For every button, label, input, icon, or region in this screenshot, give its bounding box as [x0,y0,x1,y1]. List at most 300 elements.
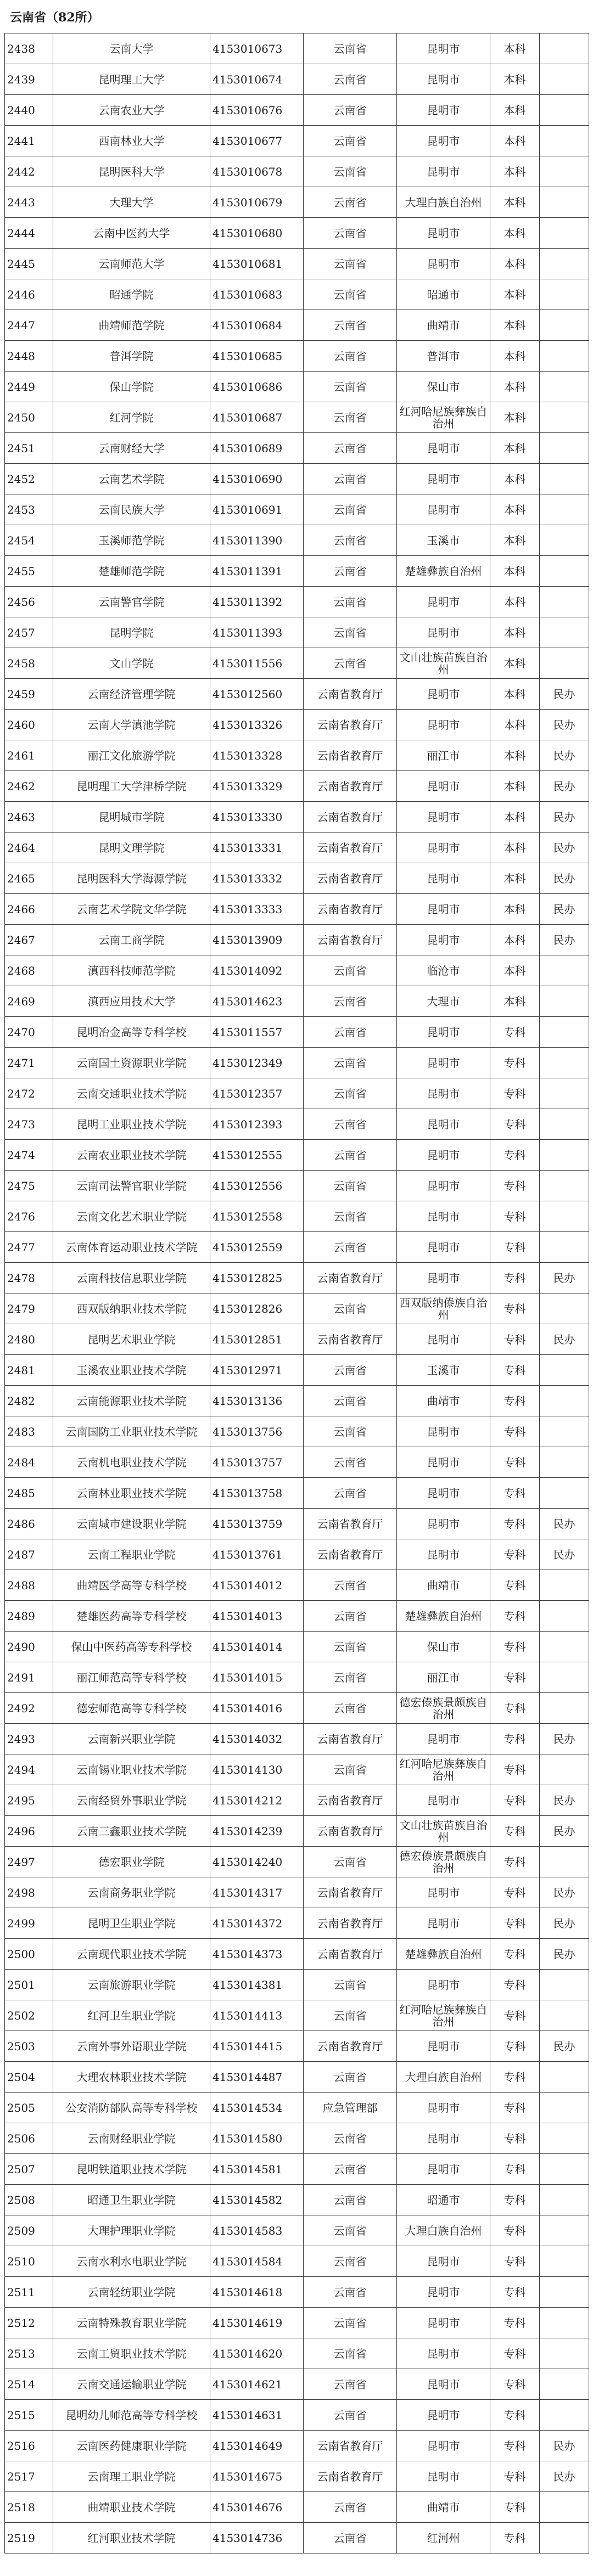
level-cell: 专科 [490,2461,540,2492]
row-number-cell: 2471 [5,1048,53,1078]
location-cell: 楚雄彝族自治州 [397,556,490,587]
authority-cell: 云南省 [304,2154,397,2185]
remark-cell [540,2123,589,2154]
remark-cell [540,2277,589,2308]
university-name-cell: 云南经贸外事职业学院 [53,1785,210,1816]
row-number-cell: 2460 [5,710,53,740]
level-cell: 本科 [490,33,540,64]
institution-code-cell: 4153012357 [210,1078,304,1109]
institution-code-cell: 4153010676 [210,95,304,126]
level-cell: 本科 [490,249,540,279]
location-cell: 昆明市 [397,249,490,279]
table-row [5,1109,589,1140]
institution-code-cell: 4153014373 [210,1939,304,1970]
university-name-cell: 云南国土资源职业学院 [53,1048,210,1078]
location-cell: 昆明市 [397,2093,490,2123]
row-number-cell: 2509 [5,2215,53,2246]
row-number-cell: 2468 [5,955,53,986]
location-cell: 昆明市 [397,1017,490,1048]
university-name-cell: 云南医药健康职业学院 [53,2431,210,2461]
level-cell: 本科 [490,464,540,494]
table-row [5,740,589,771]
level-cell: 本科 [490,955,540,986]
university-name-cell: 云南民族大学 [53,494,210,525]
remark-cell: 民办 [540,2461,589,2492]
table-row [5,2062,589,2093]
location-cell: 昆明市 [397,156,490,187]
table-row [5,2093,589,2123]
remark-cell [540,2000,589,2031]
institution-code-cell: 4153014619 [210,2308,304,2338]
level-cell: 本科 [490,279,540,310]
row-number-cell: 2448 [5,341,53,372]
row-number-cell: 2441 [5,126,53,156]
institution-code-cell: 4153011556 [210,648,304,679]
row-number-cell: 2507 [5,2154,53,2185]
level-cell: 专科 [490,2215,540,2246]
row-number-cell: 2511 [5,2277,53,2308]
institution-code-cell: 4153010689 [210,433,304,464]
location-cell: 昆明市 [397,1140,490,1171]
university-name-cell: 昆明理工大学 [53,64,210,95]
remark-cell [540,1693,589,1724]
university-name-cell: 昭通学院 [53,279,210,310]
institution-code-cell: 4153014736 [210,2523,304,2553]
remark-cell [540,1293,589,1324]
remark-cell [540,1662,589,1693]
authority-cell: 云南省 [304,1355,397,1386]
remark-cell [540,2369,589,2400]
authority-cell: 云南省教育厅 [304,894,397,925]
institution-code-cell: 4153014372 [210,1908,304,1939]
authority-cell: 云南省 [304,1201,397,1232]
row-number-cell: 2486 [5,1509,53,1539]
remark-cell [540,1355,589,1386]
level-cell: 专科 [490,2492,540,2523]
table-row [5,833,589,863]
table-row [5,771,589,802]
table-row [5,341,589,372]
authority-cell: 云南省教育厅 [304,1785,397,1816]
institution-code-cell: 4153010685 [210,341,304,372]
table-row [5,402,589,433]
table-row [5,587,589,617]
level-cell: 专科 [490,2338,540,2369]
level-cell: 专科 [490,1939,540,1970]
authority-cell: 云南省 [304,2400,397,2431]
authority-cell: 云南省教育厅 [304,925,397,955]
location-cell: 红河哈尼族彝族自治州 [397,1754,490,1785]
institution-code-cell: 4153014013 [210,1601,304,1632]
level-cell: 专科 [490,1509,540,1539]
table-row [5,1754,589,1785]
table-row [5,1785,589,1816]
location-cell: 西双版纳傣族自治州 [397,1293,490,1324]
university-name-cell: 云南财经职业学院 [53,2123,210,2154]
university-name-cell: 云南机电职业技术学院 [53,1447,210,1478]
university-name-cell: 昆明幼儿师范高等专科学校 [53,2400,210,2431]
location-cell: 曲靖市 [397,310,490,341]
row-number-cell: 2512 [5,2308,53,2338]
authority-cell: 云南省 [304,218,397,249]
university-name-cell: 云南外事外语职业学院 [53,2031,210,2062]
location-cell: 红河哈尼族彝族自治州 [397,402,490,433]
authority-cell: 云南省 [304,341,397,372]
university-name-cell: 西双版纳职业技术学院 [53,1293,210,1324]
institution-code-cell: 4153014534 [210,2093,304,2123]
level-cell: 本科 [490,95,540,126]
remark-cell [540,279,589,310]
table-row [5,1201,589,1232]
location-cell: 昆明市 [397,2154,490,2185]
institution-code-cell: 4153010679 [210,187,304,218]
table-row [5,249,589,279]
institution-code-cell: 4153014649 [210,2431,304,2461]
location-cell: 昆明市 [397,771,490,802]
remark-cell [540,2154,589,2185]
table-row [5,2492,589,2523]
table-row [5,1478,589,1509]
remark-cell: 民办 [540,679,589,710]
table-row [5,1693,589,1724]
institution-code-cell: 4153013759 [210,1509,304,1539]
remark-cell [540,1601,589,1632]
university-name-cell: 云南能源职业技术学院 [53,1386,210,1416]
row-number-cell: 2500 [5,1939,53,1970]
authority-cell: 云南省 [304,2062,397,2093]
remark-cell [540,2338,589,2369]
remark-cell [540,187,589,218]
row-number-cell: 2481 [5,1355,53,1386]
authority-cell: 云南省教育厅 [304,771,397,802]
remark-cell [540,249,589,279]
level-cell: 本科 [490,771,540,802]
institution-code-cell: 4153013326 [210,710,304,740]
level-cell: 专科 [490,2062,540,2093]
remark-cell [540,1632,589,1662]
university-name-cell: 昆明工业职业技术学院 [53,1109,210,1140]
authority-cell: 云南省 [304,2185,397,2215]
level-cell: 专科 [490,2308,540,2338]
row-number-cell: 2485 [5,1478,53,1509]
remark-cell [540,402,589,433]
location-cell: 昆明市 [397,863,490,894]
remark-cell: 民办 [540,2431,589,2461]
row-number-cell: 2463 [5,802,53,833]
authority-cell: 云南省 [304,2369,397,2400]
row-number-cell: 2475 [5,1171,53,1201]
authority-cell: 云南省教育厅 [304,1539,397,1570]
table-row [5,925,589,955]
authority-cell: 云南省 [304,2338,397,2369]
table-row [5,710,589,740]
table-row [5,2246,589,2277]
authority-cell: 云南省 [304,1754,397,1785]
row-number-cell: 2456 [5,587,53,617]
location-cell: 玉溪市 [397,525,490,556]
level-cell: 专科 [490,1232,540,1263]
table-row [5,2031,589,2062]
location-cell: 昆明市 [397,95,490,126]
authority-cell: 云南省教育厅 [304,1724,397,1754]
level-cell: 本科 [490,372,540,402]
table-row [5,1939,589,1970]
level-cell: 专科 [490,2093,540,2123]
location-cell: 昭通市 [397,279,490,310]
location-cell: 昆明市 [397,679,490,710]
institution-code-cell: 4153010690 [210,464,304,494]
table-row [5,648,589,679]
remark-cell [540,525,589,556]
institution-code-cell: 4153013761 [210,1539,304,1570]
row-number-cell: 2483 [5,1416,53,1447]
authority-cell: 云南省 [304,402,397,433]
location-cell: 昆明市 [397,1232,490,1263]
level-cell: 专科 [490,1140,540,1171]
authority-cell: 云南省教育厅 [304,1908,397,1939]
institution-code-cell: 4153014413 [210,2000,304,2031]
institution-code-cell: 4153014092 [210,955,304,986]
table-row [5,1263,589,1293]
table-row [5,2185,589,2215]
location-cell: 昆明市 [397,1724,490,1754]
authority-cell: 云南省教育厅 [304,740,397,771]
remark-cell [540,1386,589,1416]
remark-cell: 民办 [540,1509,589,1539]
university-name-cell: 楚雄师范学院 [53,556,210,587]
institution-code-cell: 4153014620 [210,2338,304,2369]
location-cell: 昆明市 [397,1324,490,1355]
level-cell: 专科 [490,1078,540,1109]
level-cell: 专科 [490,1632,540,1662]
remark-cell [540,1078,589,1109]
university-name-cell: 滇西应用技术大学 [53,986,210,1017]
table-row [5,1355,589,1386]
table-row [5,955,589,986]
remark-cell [540,1171,589,1201]
institution-code-cell: 4153014032 [210,1724,304,1754]
level-cell: 专科 [490,1447,540,1478]
university-name-cell: 昆明卫生职业学院 [53,1908,210,1939]
row-number-cell: 2495 [5,1785,53,1816]
university-name-cell: 曲靖师范学院 [53,310,210,341]
institution-code-cell: 4153014015 [210,1662,304,1693]
authority-cell: 云南省 [304,279,397,310]
row-number-cell: 2514 [5,2369,53,2400]
university-name-cell: 大理护理职业学院 [53,2215,210,2246]
level-cell: 本科 [490,648,540,679]
authority-cell: 云南省教育厅 [304,1939,397,1970]
location-cell: 保山市 [397,372,490,402]
location-cell: 昆明市 [397,2123,490,2154]
university-name-cell: 云南警官学院 [53,587,210,617]
remark-cell [540,986,589,1017]
university-name-cell: 昆明学院 [53,617,210,648]
remark-cell [540,2400,589,2431]
remark-cell: 民办 [540,1877,589,1908]
authority-cell: 云南省 [304,126,397,156]
table-row [5,1509,589,1539]
remark-cell [540,310,589,341]
location-cell: 曲靖市 [397,1386,490,1416]
remark-cell [540,1048,589,1078]
level-cell: 本科 [490,402,540,433]
authority-cell: 云南省 [304,1632,397,1662]
institution-code-cell: 4153012560 [210,679,304,710]
authority-cell: 云南省 [304,1478,397,1509]
university-name-cell: 云南大学 [53,33,210,64]
university-table [4,33,589,2553]
authority-cell: 云南省 [304,156,397,187]
remark-cell [540,2246,589,2277]
institution-code-cell: 4153010680 [210,218,304,249]
authority-cell: 云南省 [304,2215,397,2246]
level-cell: 本科 [490,156,540,187]
location-cell: 昆明市 [397,2308,490,2338]
section-header: 云南省（82所） [10,10,99,25]
row-number-cell: 2451 [5,433,53,464]
row-number-cell: 2505 [5,2093,53,2123]
authority-cell: 云南省 [304,1416,397,1447]
university-name-cell: 云南商务职业学院 [53,1877,210,1908]
table-row [5,802,589,833]
authority-cell: 云南省 [304,1293,397,1324]
table-row [5,279,589,310]
table-row [5,1877,589,1908]
location-cell: 昆明市 [397,1877,490,1908]
row-number-cell: 2454 [5,525,53,556]
authority-cell: 云南省教育厅 [304,1324,397,1355]
table-row [5,1570,589,1601]
institution-code-cell: 4153012556 [210,1171,304,1201]
location-cell: 昆明市 [397,433,490,464]
university-name-cell: 云南中医药大学 [53,218,210,249]
institution-code-cell: 4153014618 [210,2277,304,2308]
university-name-cell: 云南锡业职业技术学院 [53,1754,210,1785]
institution-code-cell: 4153014584 [210,2246,304,2277]
authority-cell: 云南省教育厅 [304,1263,397,1293]
remark-cell: 民办 [540,1908,589,1939]
row-number-cell: 2462 [5,771,53,802]
university-name-cell: 德宏师范高等专科学校 [53,1693,210,1724]
level-cell: 专科 [490,1724,540,1754]
institution-code-cell: 4153014631 [210,2400,304,2431]
university-name-cell: 丽江文化旅游学院 [53,740,210,771]
remark-cell [540,556,589,587]
university-name-cell: 云南工程职业学院 [53,1539,210,1570]
level-cell: 专科 [490,1478,540,1509]
university-name-cell: 红河卫生职业学院 [53,2000,210,2031]
university-name-cell: 保山中医药高等专科学校 [53,1632,210,1662]
university-name-cell: 云南财经大学 [53,433,210,464]
table-row [5,1048,589,1078]
table-row [5,1140,589,1171]
remark-cell: 民办 [540,2031,589,2062]
level-cell: 专科 [490,1785,540,1816]
remark-cell: 民办 [540,740,589,771]
authority-cell: 云南省教育厅 [304,1877,397,1908]
authority-cell: 云南省 [304,1601,397,1632]
row-number-cell: 2490 [5,1632,53,1662]
level-cell: 本科 [490,740,540,771]
institution-code-cell: 4153010674 [210,64,304,95]
row-number-cell: 2453 [5,494,53,525]
remark-cell [540,64,589,95]
location-cell: 德宏傣族景颇族自治州 [397,1693,490,1724]
authority-cell: 云南省教育厅 [304,2461,397,2492]
level-cell: 专科 [490,2123,540,2154]
institution-code-cell: 4153011557 [210,1017,304,1048]
university-name-cell: 云南农业职业技术学院 [53,1140,210,1171]
row-number-cell: 2494 [5,1754,53,1785]
level-cell: 专科 [490,1908,540,1939]
row-number-cell: 2455 [5,556,53,587]
location-cell: 丽江市 [397,740,490,771]
row-number-cell: 2472 [5,1078,53,1109]
table-row [5,2369,589,2400]
remark-cell: 民办 [540,833,589,863]
university-name-cell: 玉溪师范学院 [53,525,210,556]
institution-code-cell: 4153014240 [210,1847,304,1877]
authority-cell: 云南省 [304,1048,397,1078]
level-cell: 专科 [490,1263,540,1293]
row-number-cell: 2446 [5,279,53,310]
institution-code-cell: 4153014130 [210,1754,304,1785]
university-name-cell: 曲靖职业技术学院 [53,2492,210,2523]
location-cell: 德宏傣族景颇族自治州 [397,1847,490,1877]
authority-cell: 云南省 [304,95,397,126]
university-name-cell: 云南艺术学院文华学院 [53,894,210,925]
authority-cell: 云南省 [304,955,397,986]
table-row [5,126,589,156]
authority-cell: 云南省 [304,556,397,587]
authority-cell: 云南省 [304,648,397,679]
location-cell: 昆明市 [397,2338,490,2369]
level-cell: 本科 [490,341,540,372]
level-cell: 专科 [490,1847,540,1877]
authority-cell: 云南省 [304,1017,397,1048]
institution-code-cell: 4153014012 [210,1570,304,1601]
university-name-cell: 曲靖医学高等专科学校 [53,1570,210,1601]
row-number-cell: 2498 [5,1877,53,1908]
university-name-cell: 公安消防部队高等专科学校 [53,2093,210,2123]
table-row [5,2000,589,2031]
university-name-cell: 云南理工职业学院 [53,2461,210,2492]
institution-code-cell: 4153013136 [210,1386,304,1416]
level-cell: 本科 [490,310,540,341]
location-cell: 昆明市 [397,925,490,955]
row-number-cell: 2491 [5,1662,53,1693]
university-name-cell: 云南三鑫职业技术学院 [53,1816,210,1847]
row-number-cell: 2459 [5,679,53,710]
row-number-cell: 2484 [5,1447,53,1478]
location-cell: 保山市 [397,1632,490,1662]
table-row [5,1724,589,1754]
table-row [5,218,589,249]
row-number-cell: 2501 [5,1970,53,2000]
institution-code-cell: 4153010687 [210,402,304,433]
institution-code-cell: 4153013330 [210,802,304,833]
authority-cell: 云南省 [304,1386,397,1416]
level-cell: 本科 [490,833,540,863]
table-row [5,1171,589,1201]
institution-code-cell: 4153014014 [210,1632,304,1662]
location-cell: 楚雄彝族自治州 [397,1601,490,1632]
university-name-cell: 云南交通运输职业学院 [53,2369,210,2400]
location-cell: 大理白族自治州 [397,2215,490,2246]
university-name-cell: 西南林业大学 [53,126,210,156]
table-row [5,2338,589,2369]
